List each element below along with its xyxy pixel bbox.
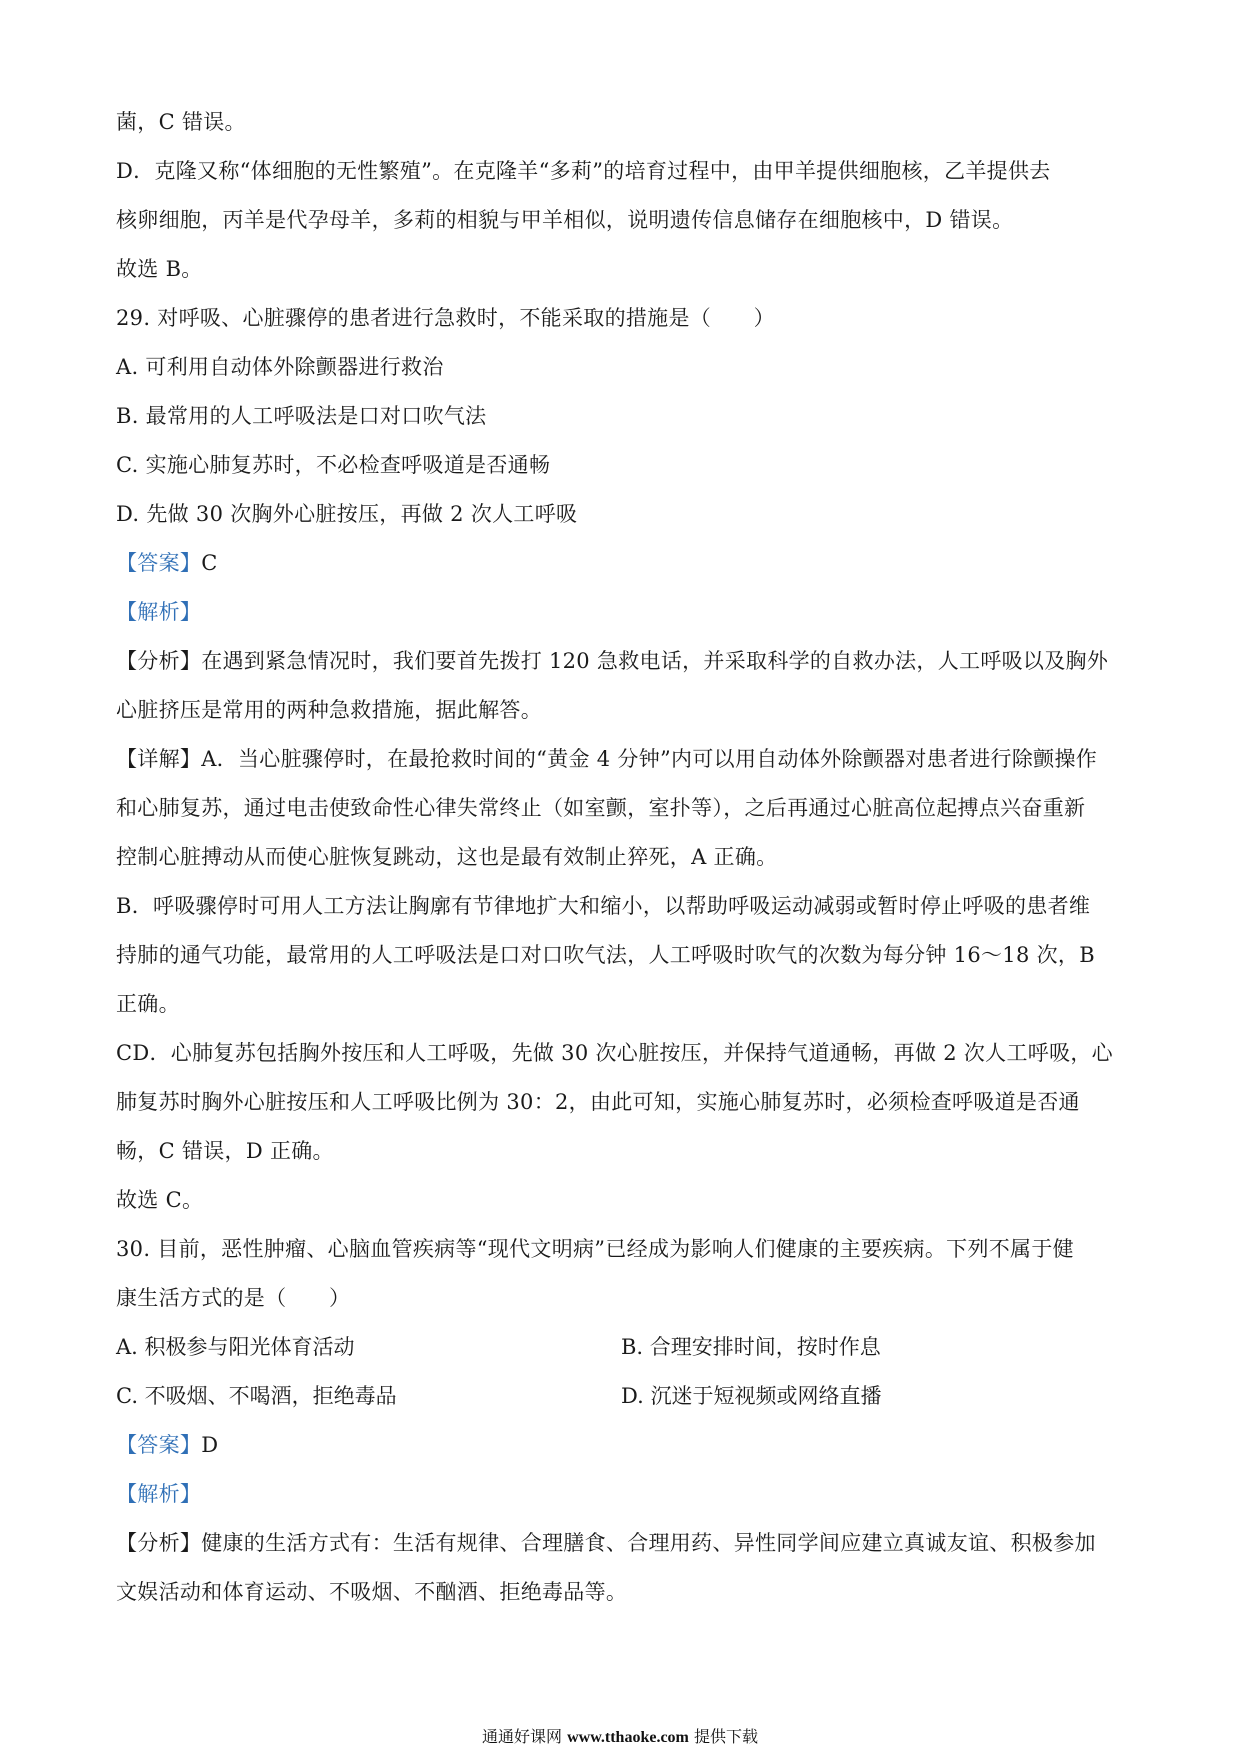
xiangjie-29-line-8: 肺复苏时胸外心脏按压和人工呼吸比例为 30：2，由此可知，实施心肺复苏时，必须检查呼吸道是否通 [116, 1090, 1080, 1114]
question-29-stem: 29. 对呼吸、心脏骤停的患者进行急救时，不能采取的措施是（ ） [116, 306, 775, 330]
xiangjie-29-line-10: 故选 C。 [116, 1188, 204, 1212]
question-30-stem-line-2: 康生活方式的是（ ） [116, 1286, 351, 1310]
xiangjie-29-line-2: 和心肺复苏，通过电击使致命性心律失常终止（如室颤，室扑等），之后再通过心脏高位起搏点兴奋重新 [116, 796, 1086, 820]
question-30-option-d: D. 沉迷于短视频或网络直播 [621, 1384, 882, 1408]
question-30-options-row-2 [116, 1372, 1126, 1421]
footer-url[interactable]: www.tthaoke.com [567, 1729, 689, 1746]
fenxi-29-line-1 [116, 637, 1126, 686]
question-29-option-a: A. 可利用自动体外除颤器进行救治 [116, 355, 444, 379]
xiangjie-29-line-7: CD．心肺复苏包括胸外按压和人工呼吸，先做 30 次心脏按压，并保持气道通畅，再做 2 次人工呼吸，心 [116, 1041, 1113, 1065]
fenxi-text: 在遇到紧急情况时，我们要首先拨打 120 急救电话，并采取科学的自救办法，人工呼吸以及胸外 [201, 649, 1109, 673]
answer-tag: 【答案】 [116, 1433, 202, 1457]
question-30-option-c: C. 不吸烟、不喝酒，拒绝毒品 [116, 1384, 397, 1408]
page-content [116, 98, 1126, 1617]
question-30-stem-line-1: 30. 目前，恶性肿瘤、心脑血管疾病等“现代文明病”已经成为影响人们健康的主要疾病。下列不属于健 [116, 1237, 1074, 1261]
question-29-option-c: C. 实施心肺复苏时，不必检查呼吸道是否通畅 [116, 453, 551, 477]
question-30-options-row-1 [116, 1323, 1126, 1372]
xiangjie-29-line-5: 持肺的通气功能，最常用的人工呼吸法是口对口吹气法，人工呼吸时吹气的次数为每分钟 16～18 次，B [116, 943, 1095, 967]
xiangjie-29-line-3: 控制心脏搏动从而使心脏恢复跳动，这也是最有效制止猝死，A 正确。 [116, 845, 778, 869]
fenxi-tag: 【分析】 [116, 649, 202, 673]
analysis-tag-30: 【解析】 [116, 1482, 202, 1506]
answer-29 [116, 539, 1126, 588]
fenxi-tag: 【分析】 [116, 1531, 202, 1555]
xiangjie-text: A．当心脏骤停时，在最抢救时间的“黄金 4 分钟”内可以用自动体外除颤器对患者进行除颤操作 [201, 747, 1098, 771]
fenxi-30-line-2: 文娱活动和体育运动、不吸烟、不酗酒、拒绝毒品等。 [116, 1580, 628, 1604]
xiangjie-29-line-4: B．呼吸骤停时可用人工方法让胸廓有节律地扩大和缩小，以帮助呼吸运动减弱或暂时停止呼吸的患者维 [116, 894, 1091, 918]
answer-value: D [201, 1433, 219, 1457]
footer-suffix: 提供下载 [693, 1727, 758, 1746]
footer-site-name: 通通好课网 [482, 1727, 563, 1746]
question-30-option-b: B. 合理安排时间，按时作息 [621, 1335, 881, 1359]
xiangjie-29-line-9: 畅，C 错误，D 正确。 [116, 1139, 334, 1163]
answer-value: C [201, 551, 218, 575]
text-line: 核卵细胞，丙羊是代孕母羊，多莉的相貌与甲羊相似，说明遗传信息储存在细胞核中，D 错误。 [116, 208, 1014, 232]
fenxi-29-line-2: 心脏挤压是常用的两种急救措施，据此解答。 [116, 698, 542, 722]
answer-tag: 【答案】 [116, 551, 202, 575]
fenxi-text: 健康的生活方式有：生活有规律、合理膳食、合理用药、异性同学间应建立真诚友谊、积极参加 [201, 1531, 1096, 1555]
text-line: D．克隆又称“体细胞的无性繁殖”。在克隆羊“多莉”的培育过程中，由甲羊提供细胞核，乙羊提供去 [116, 159, 1051, 183]
fenxi-30-line-1 [116, 1519, 1126, 1568]
analysis-tag-29: 【解析】 [116, 600, 202, 624]
page-footer [0, 1725, 1240, 1750]
question-29-option-d: D. 先做 30 次胸外心脏按压，再做 2 次人工呼吸 [116, 502, 578, 526]
question-30-option-a: A. 积极参与阳光体育活动 [116, 1335, 355, 1359]
answer-30 [116, 1421, 1126, 1470]
text-line: 故选 B。 [116, 257, 203, 281]
question-29-option-b: B. 最常用的人工呼吸法是口对口吹气法 [116, 404, 487, 428]
xiangjie-29-line-1 [116, 735, 1126, 784]
xiangjie-tag: 【详解】 [116, 747, 202, 771]
xiangjie-29-line-6: 正确。 [116, 992, 180, 1016]
text-line: 菌，C 错误。 [116, 110, 246, 134]
